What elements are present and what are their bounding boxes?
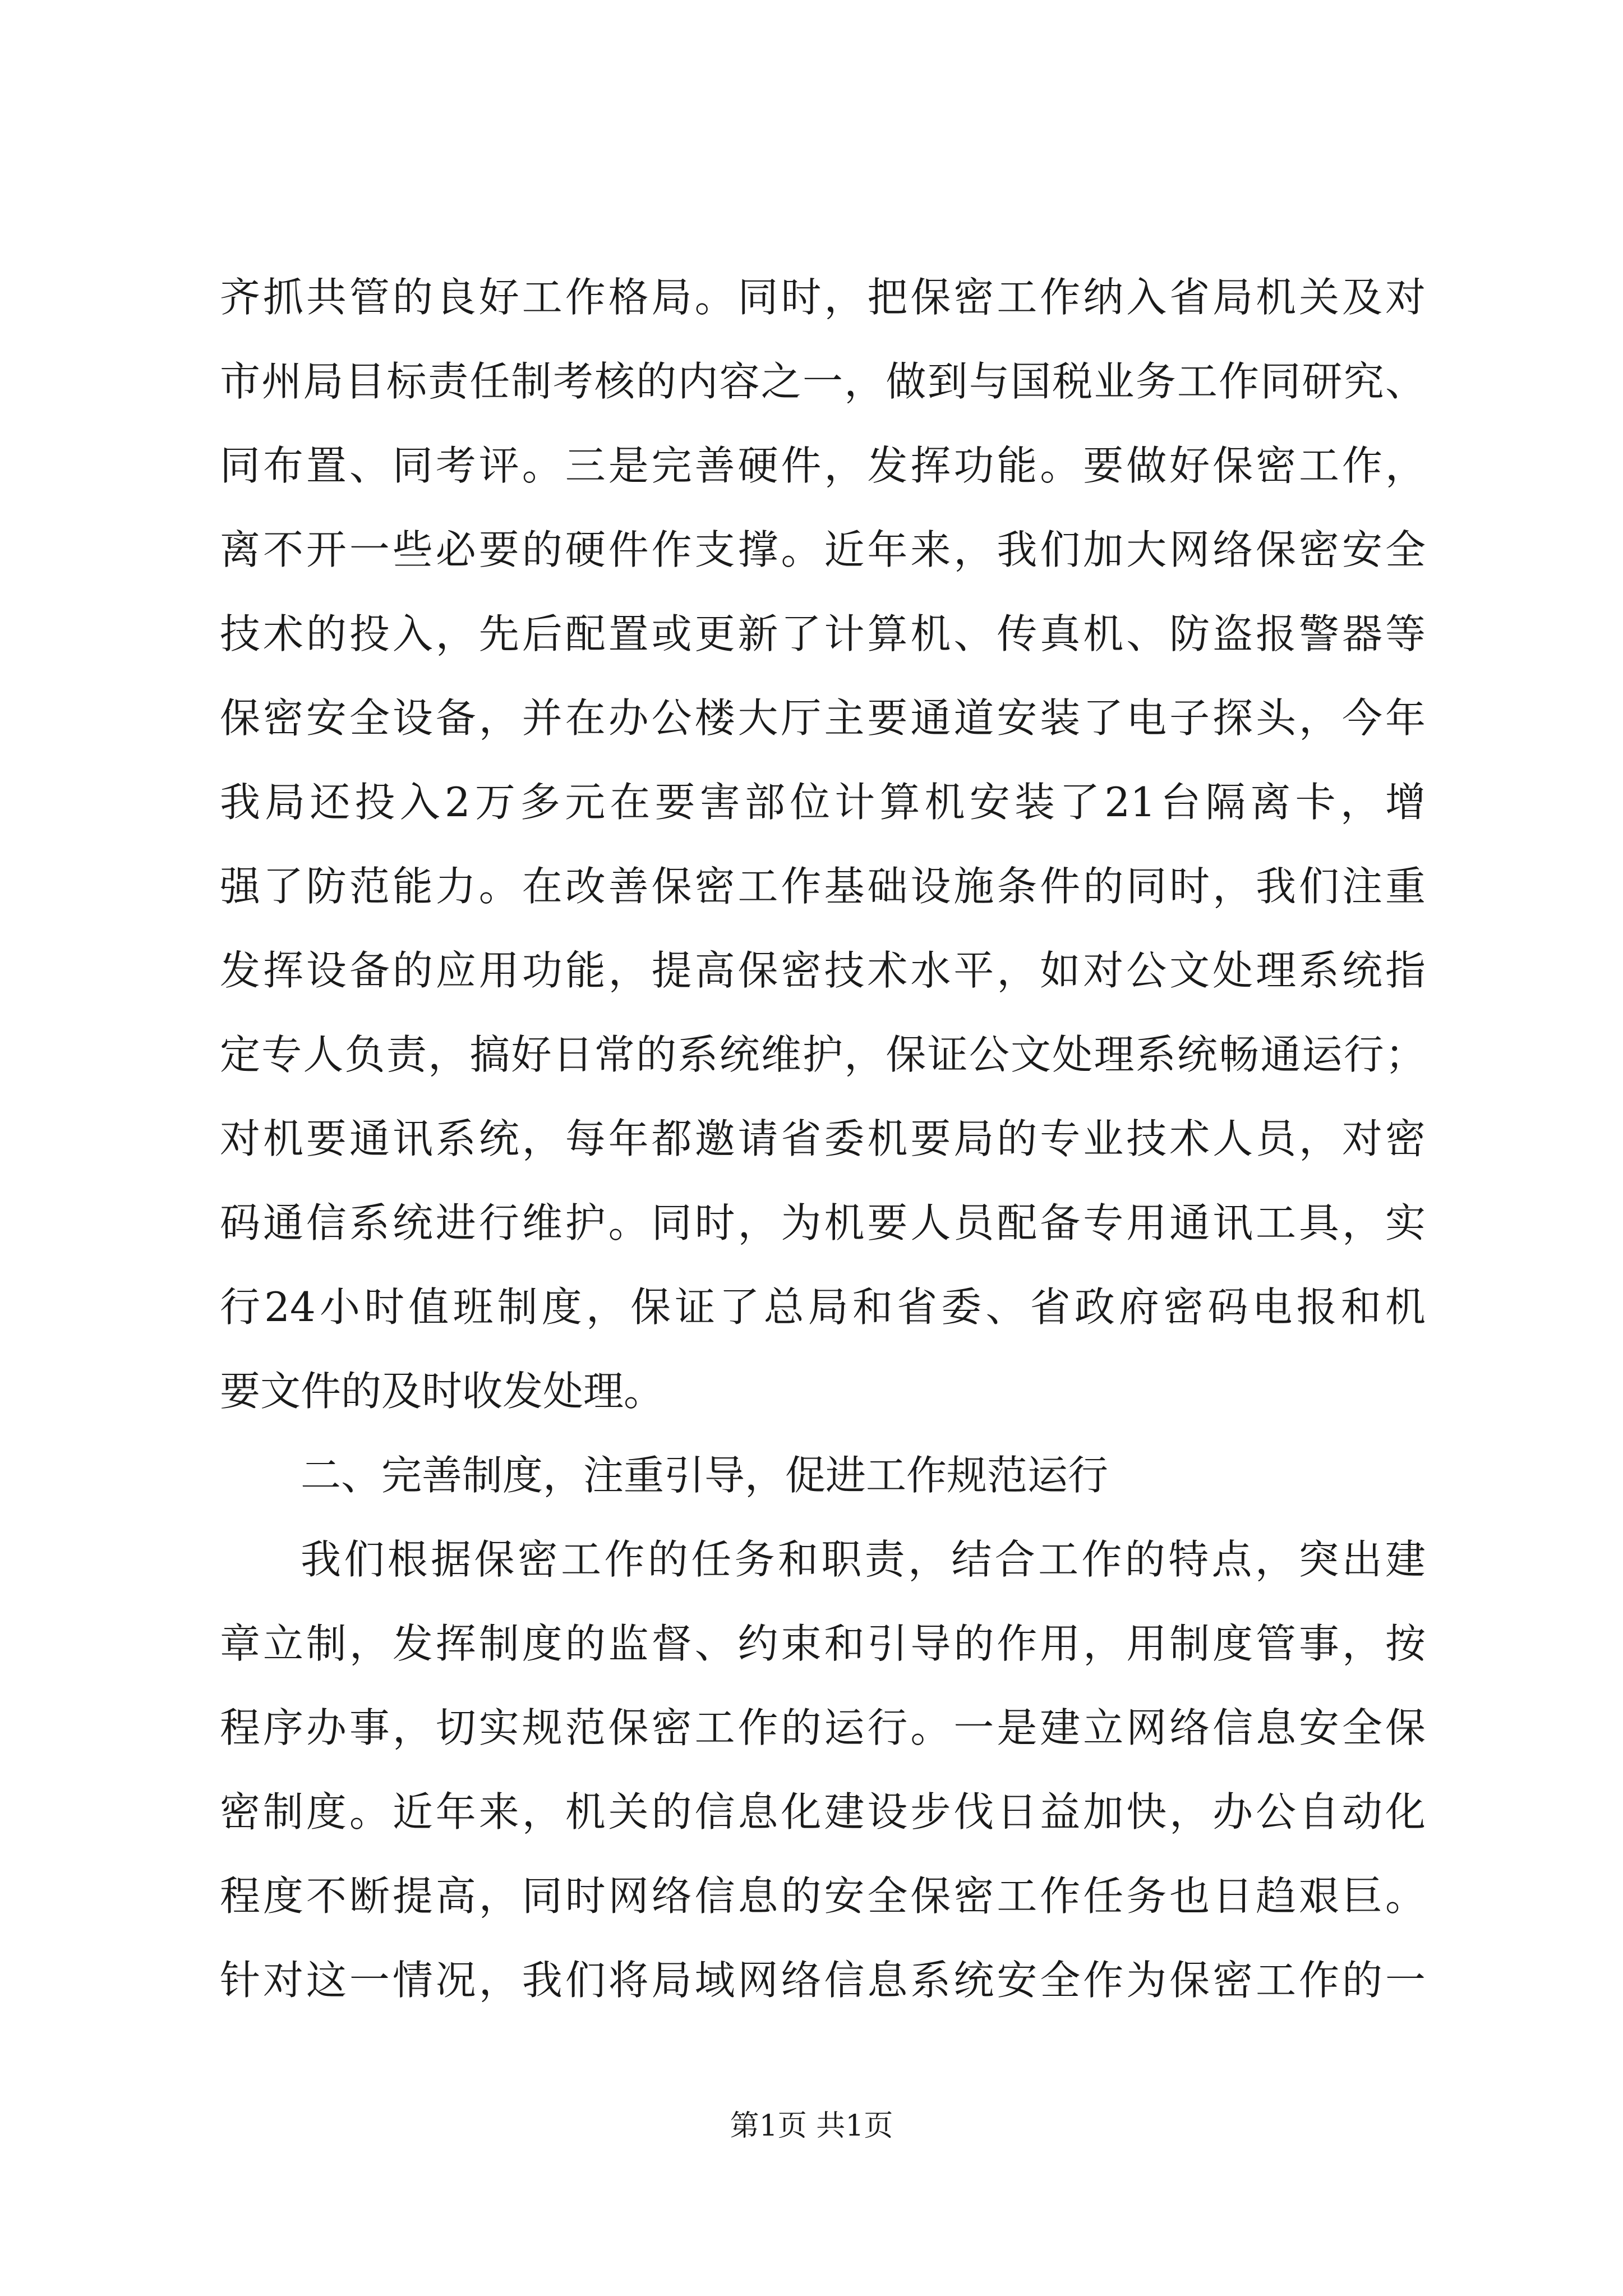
text-line: 程度不断提高，同时网络信息的安全保密工作任务也日趋艰巨。	[220, 1872, 1426, 1920]
text-line: 行24小时值班制度，保证了总局和省委、省政府密码电报和机	[220, 1283, 1426, 1331]
text-line: 章立制，发挥制度的监督、约束和引导的作用，用制度管事，按	[220, 1620, 1426, 1667]
body-text	[220, 255, 1426, 2022]
text-line: 齐抓共管的良好工作格局。同时，把保密工作纳入省局机关及对	[220, 274, 1426, 321]
text-line: 定专人负责，搞好日常的系统维护，保证公文处理系统畅通运行；	[220, 1031, 1426, 1078]
text-line: 离不开一些必要的硬件作支撑。近年来，我们加大网络保密安全	[220, 526, 1426, 573]
text-line: 密制度。近年来，机关的信息化建设步伐日益加快，办公自动化	[220, 1788, 1426, 1835]
text-line: 要文件的及时收发处理。	[220, 1368, 665, 1415]
text-line: 对机要通讯系统，每年都邀请省委机要局的专业技术人员，对密	[220, 1115, 1426, 1162]
page-number: 第1页 共1页	[730, 2109, 893, 2143]
text-line: 我局还投入2万多元在要害部位计算机安装了21台隔离卡，增	[220, 779, 1426, 826]
text-line: 技术的投入，先后配置或更新了计算机、传真机、防盗报警器等	[220, 610, 1426, 657]
text-line: 发挥设备的应用功能，提高保密技术水平，如对公文处理系统指	[220, 947, 1426, 994]
text-line: 强了防范能力。在改善保密工作基础设施条件的同时，我们注重	[220, 863, 1426, 910]
text-line: 程序办事，切实规范保密工作的运行。一是建立网络信息安全保	[220, 1704, 1426, 1751]
text-line: 保密安全设备，并在办公楼大厅主要通道安装了电子探头，今年	[220, 694, 1426, 742]
text-line: 市州局目标责任制考核的内容之一，做到与国税业务工作同研究、	[220, 358, 1426, 405]
text-line: 我们根据保密工作的任务和职责，结合工作的特点，突出建	[301, 1536, 1426, 1583]
text-line: 针对这一情况，我们将局域网络信息系统安全作为保密工作的一	[220, 1957, 1426, 2004]
text-line: 码通信系统进行维护。同时，为机要人员配备专用通讯工具，实	[220, 1199, 1426, 1246]
page-footer	[0, 2106, 1623, 2146]
text-line: 同布置、同考评。三是完善硬件，发挥功能。要做好保密工作，	[220, 442, 1426, 489]
section-heading: 二、完善制度，注重引导，促进工作规范运行	[301, 1452, 1109, 1499]
